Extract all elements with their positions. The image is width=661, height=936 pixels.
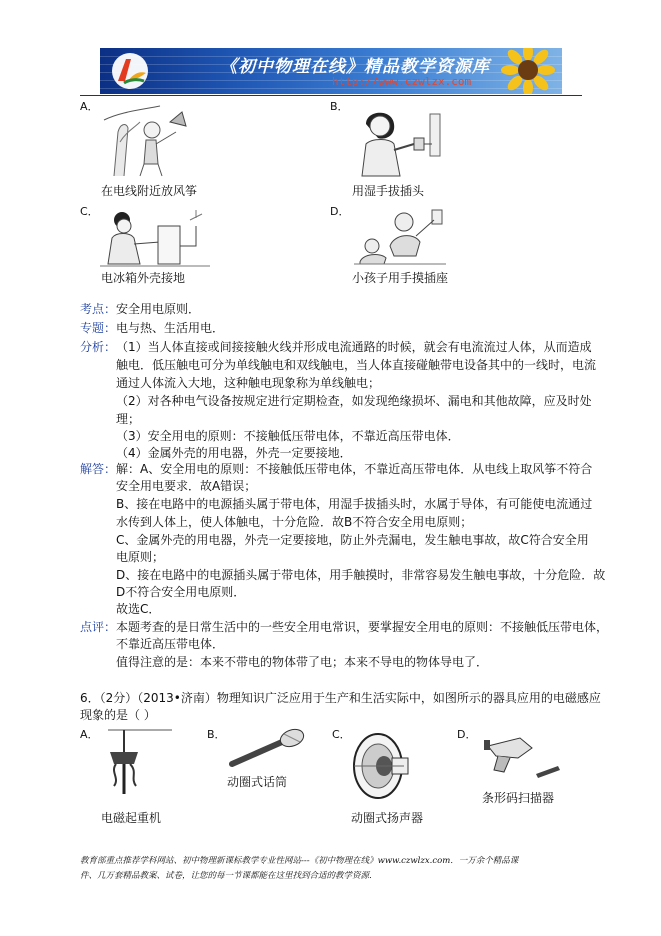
kaodian-label: 考点： (80, 302, 117, 316)
fenxi-line: 通过人体流入大地，这种触电现象称为单线触电； (116, 376, 381, 390)
kaodian-text: 安全用电原则． (116, 302, 201, 316)
q6-stem: 6．（2分）（2013•济南）物理知识广泛应用于生产和生活实际中，如图所示的器具应用的电磁感应 (80, 691, 601, 705)
option-b-letter: B． (330, 100, 349, 113)
option-a-caption: 在电线附近放风筝 (101, 184, 198, 198)
wet-hand-plug-illustration (352, 104, 444, 178)
page-footer (80, 854, 583, 884)
option-d-letter: D． (330, 205, 350, 218)
banner-url[interactable]: http://www.czwlzx.com (332, 75, 472, 88)
fenxi-line: （2）对各种电气设备按规定进行定期检查，如发现绝缘损坏、漏电和其他故障，应及时处 (116, 394, 592, 408)
zhuanti-label: 专题： (80, 321, 117, 335)
dianping-line: 本题考查的是日常生活中的一些安全用电常识，要掌握安全用电的原则：不接触低压带电体， (116, 620, 609, 634)
jieda-line: 解：A、安全用电的原则：不接触低压带电体，不靠近高压带电体．从电线上取风筝不符合 (116, 462, 593, 476)
jieda-line: 电原则； (116, 550, 165, 564)
q6-option-a-caption: 电磁起重机 (101, 811, 162, 825)
dynamic-microphone-illustration (226, 728, 310, 770)
jieda-line: B、接在电路中的电源插头属于带电体，用湿手拔插头时，水属于导体，有可能使电流通过 (116, 497, 593, 511)
site-logo-icon (104, 51, 156, 91)
jieda-line: 安全用电要求．故A错误； (116, 479, 257, 493)
option-a-letter: A． (80, 100, 99, 113)
footer-line: 教育部重点推荐学科网站、初中物理新课标教学专业性网站---《初中物理在线》www.czwlzx.com．一万余个精品课 (80, 856, 519, 866)
fenxi-line: 触电．低压触电可分为单线触电和双线触电，当人体直接碰触带电设备其中的一线时，电流 (116, 358, 597, 372)
jieda-line: 故选C． (116, 602, 161, 616)
zhuanti-text: 电与热、生活用电． (116, 321, 225, 335)
header-banner (100, 48, 562, 94)
dianping-line: 不靠近高压带电体． (116, 637, 225, 651)
jieda-line: 水传到人体上，使人体触电，十分危险．故B不符合安全用电原则； (116, 515, 473, 529)
fenxi-line: （4）金属外壳的用电器，外壳一定要接地． (116, 446, 352, 460)
child-socket-illustration (354, 206, 446, 266)
dianping-line: 值得注意的是：本来不带电的物体带了电；本来不导电的物体导电了． (116, 655, 489, 669)
barcode-scanner-illustration (474, 726, 564, 786)
q6-option-c-letter: C． (332, 728, 351, 741)
jieda-line: D、接在电路中的电源插头属于带电体，用手触摸时，非常容易发生触电事故，十分危险．故 (116, 568, 606, 582)
dynamic-speaker-illustration (350, 726, 414, 802)
jieda-line: C、金属外壳的用电器，外壳一定要接地，防止外壳漏电，发生触电事故，故C符合安全用 (116, 533, 589, 547)
jieda-line: D不符合安全用电原则． (116, 585, 246, 599)
header-divider (80, 95, 582, 96)
fenxi-line: （3）安全用电的原则：不接触低压带电体，不靠近高压带电体． (116, 429, 460, 443)
q6-option-b-caption: 动圈式话筒 (227, 775, 288, 789)
option-b-caption: 用湿手拔插头 (352, 184, 425, 198)
electromagnetic-crane-illustration (100, 726, 180, 798)
kite-near-wire-illustration (100, 102, 190, 178)
q6-option-a-letter: A． (80, 728, 99, 741)
q6-option-b-letter: B． (207, 728, 226, 741)
q6-stem-cont: 现象的是（ ） (80, 708, 156, 722)
option-c-letter: C． (80, 205, 99, 218)
option-c-caption: 电冰箱外壳接地 (101, 271, 186, 285)
fenxi-label: 分析： (80, 340, 117, 354)
fenxi-line: （1）当人体直接或间接接触火线并形成电流通路的时候，就会有电流流过人体，从而造成 (116, 340, 592, 354)
q6-option-d-letter: D． (457, 728, 477, 741)
dianping-label: 点评： (80, 620, 117, 634)
q6-option-c-caption: 动圈式扬声器 (351, 811, 424, 825)
fenxi-line: 理； (116, 412, 141, 426)
jieda-label: 解答： (80, 462, 117, 476)
banner-title: 《初中物理在线》精品教学资源库 (220, 57, 490, 77)
q6-option-d-caption: 条形码扫描器 (482, 791, 555, 805)
fridge-grounding-illustration (100, 206, 210, 268)
sunflower-icon (500, 48, 556, 94)
footer-line: 件、几万套精品教案、试卷，让您的每一节课都能在这里找到合适的教学资源． (80, 871, 378, 881)
option-d-caption: 小孩子用手摸插座 (352, 271, 449, 285)
